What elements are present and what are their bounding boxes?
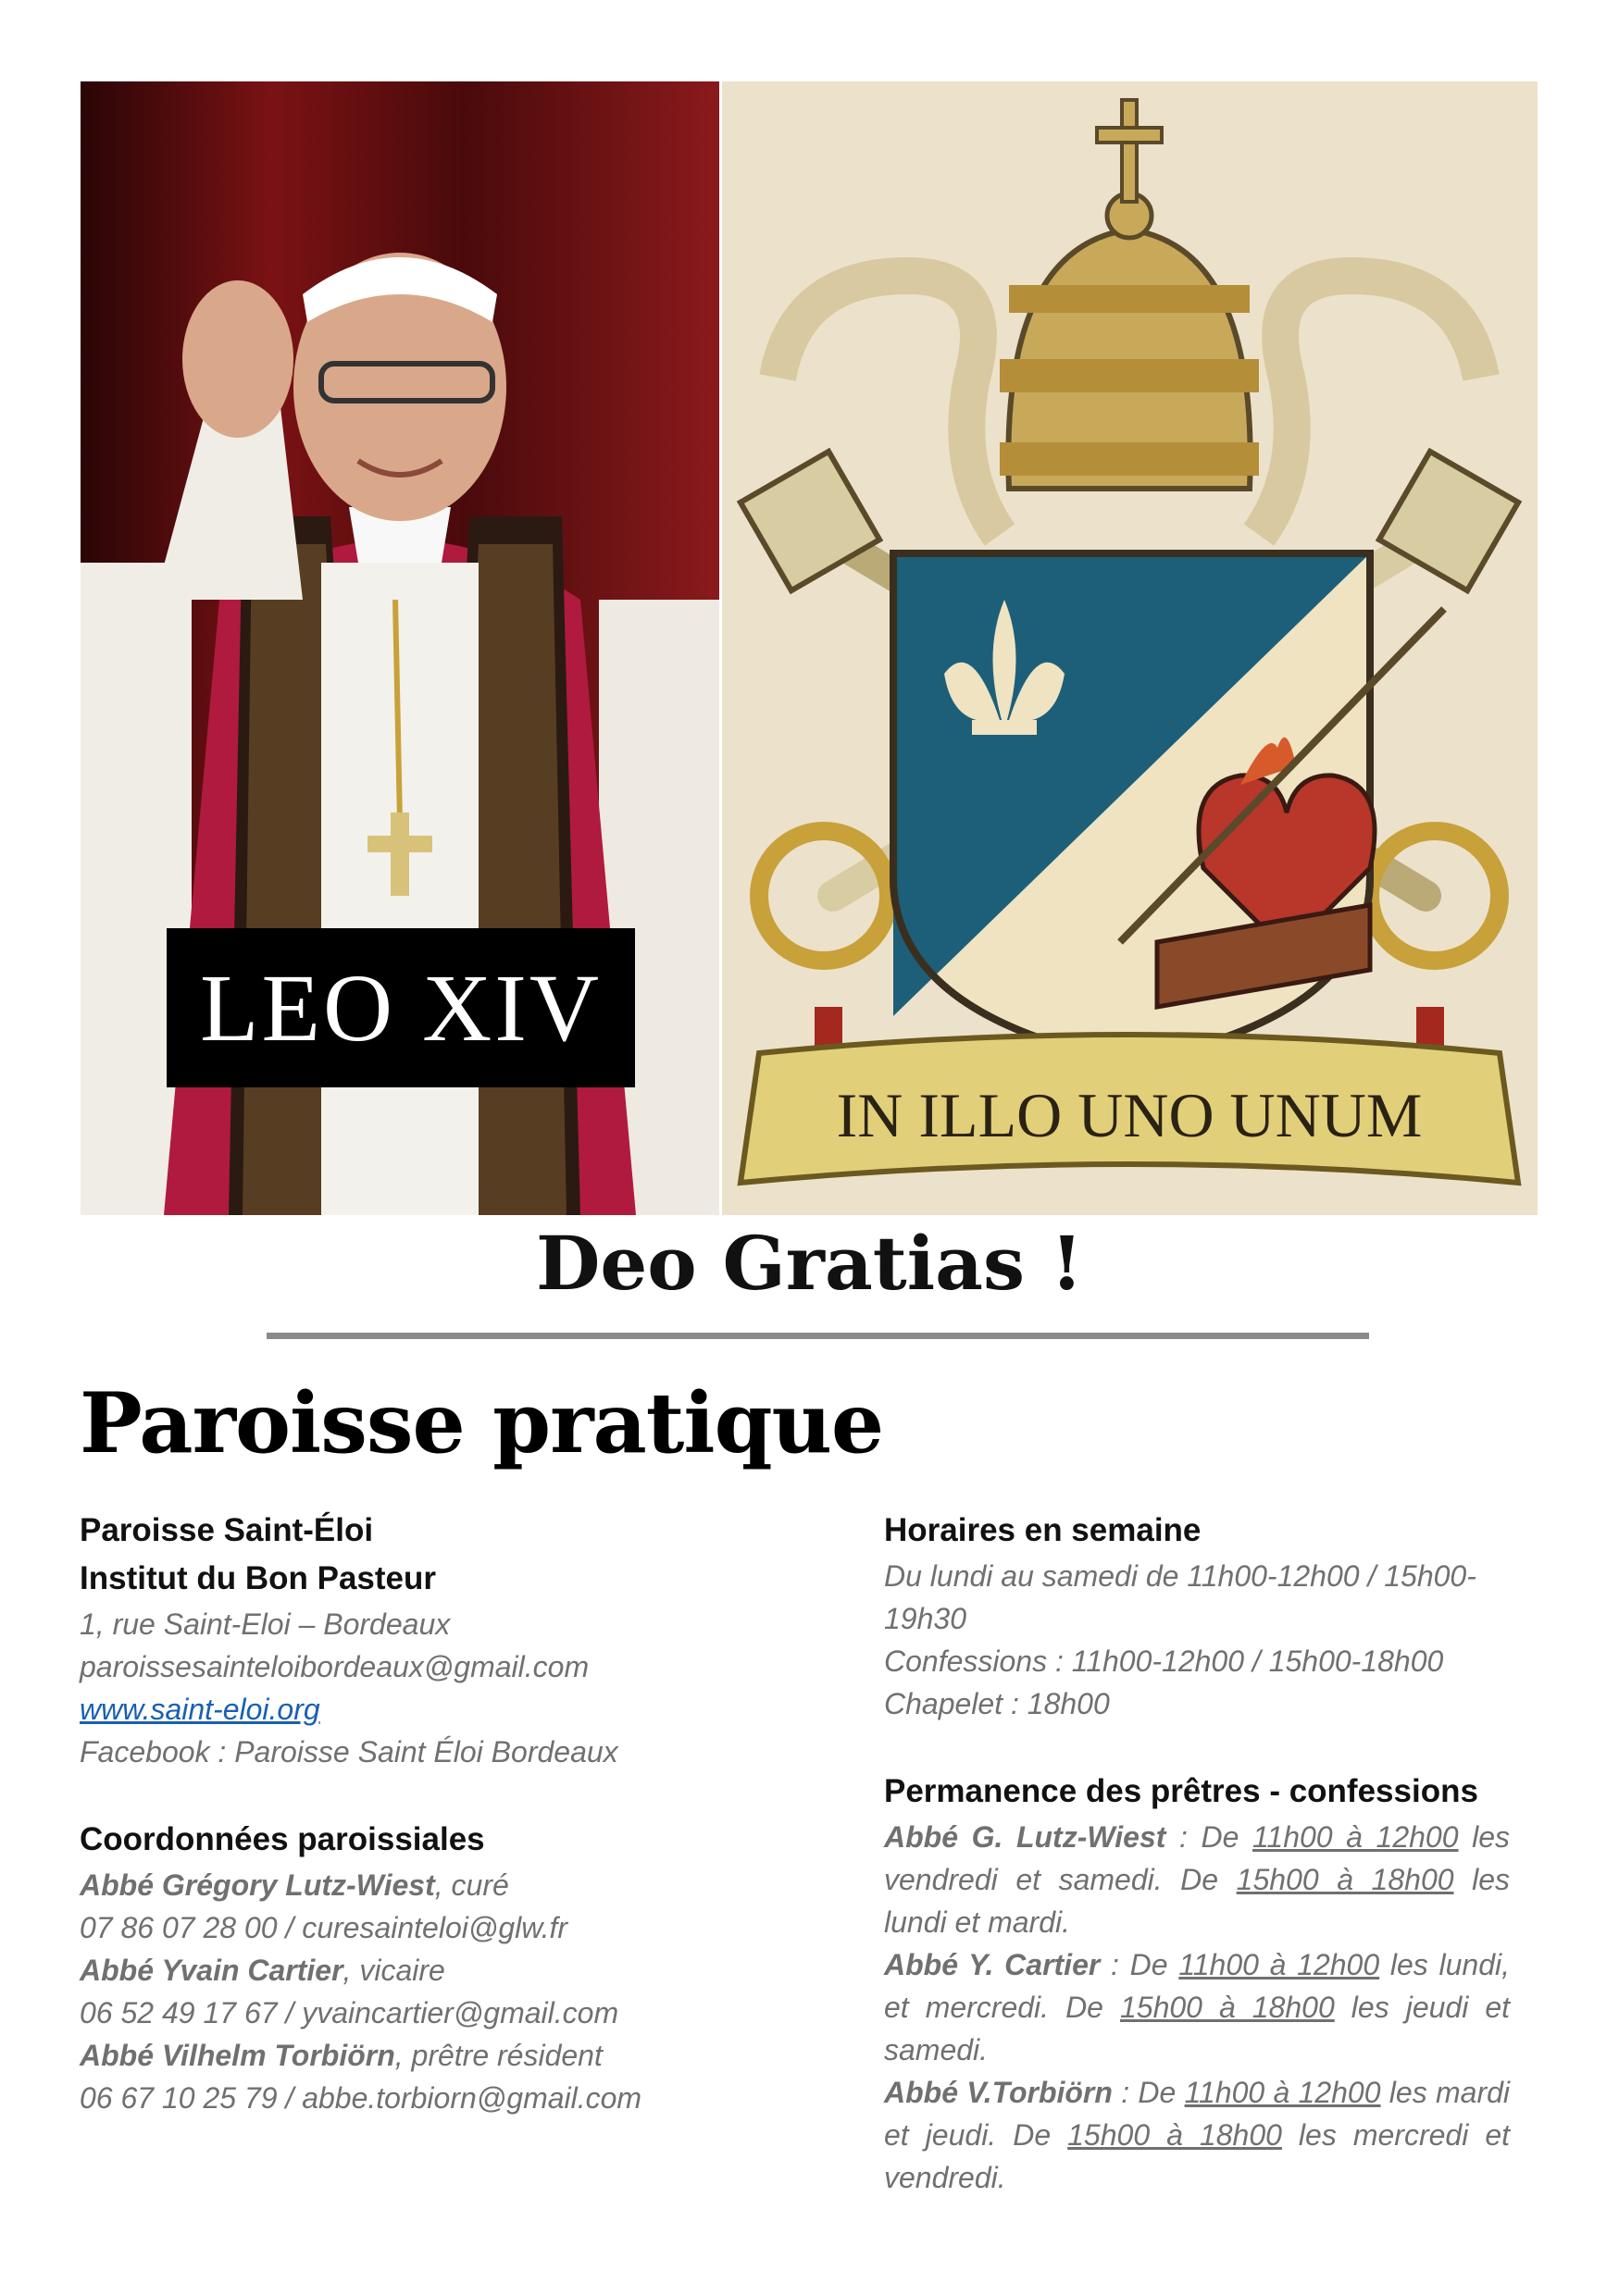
contact-phone-email: 06 67 10 25 79 / abbe.torbiorn@gmail.com: [80, 2081, 642, 2115]
chapelet-hours: Chapelet : 18h00: [884, 1687, 1110, 1720]
caption-box: [167, 928, 635, 1087]
priest-name: Abbé Y. Cartier: [884, 1948, 1101, 1981]
schedule-text: les jeudi et samedi.: [884, 1991, 1511, 2066]
schedule-hours: 15h00 à 18h00: [1236, 1863, 1454, 1896]
right-column: [884, 1507, 1510, 2199]
contact-role: , vicaire: [342, 1954, 445, 1987]
priest-name: Abbé V.Torbiörn: [884, 2076, 1113, 2109]
spacer: [884, 1725, 1510, 1768]
contact-entry: [80, 2034, 820, 2077]
schedule-text: les mercredi et vendredi.: [884, 2118, 1511, 2194]
divider: [267, 1333, 1369, 1339]
contacts-heading: Coordonnées paroissiales: [80, 1821, 485, 1857]
parish-email: paroissesainteloibordeaux@gmail.com: [80, 1650, 590, 1683]
facebook-line: Facebook : Paroisse Saint Éloi Bordeaux: [80, 1735, 618, 1769]
priest-schedule: [884, 2071, 1510, 2199]
weekday-hours: Du lundi au samedi de 11h00-12h00 / 15h00-19h30: [884, 1559, 1476, 1635]
weekday-heading: Horaires en semaine: [884, 1512, 1202, 1548]
contact-entry: [80, 1864, 820, 1906]
coat-of-arms: [722, 81, 1538, 1215]
permanence-heading: Permanence des prêtres - confessions: [884, 1773, 1478, 1809]
schedule-hours: 15h00 à 18h00: [1119, 1991, 1335, 2024]
schedule-text: : De: [1112, 2076, 1185, 2109]
schedule-hours: 11h00 à 12h00: [1184, 2076, 1381, 2109]
contact-name: Abbé Grégory Lutz-Wiest: [80, 1868, 435, 1902]
hero-images: [81, 81, 1538, 1215]
parish-name: Paroisse Saint-Éloi: [80, 1512, 374, 1548]
contact-name: Abbé Yvain Cartier: [80, 1954, 343, 1987]
confessions-hours: Confessions : 11h00-12h00 / 15h00-18h00: [884, 1644, 1444, 1678]
caption-text: LEO XIV: [199, 954, 602, 1061]
institute-name: Institut du Bon Pasteur: [80, 1560, 436, 1596]
section-title: Paroisse pratique: [80, 1374, 884, 1472]
contact-entry: [80, 1949, 820, 1992]
schedule-hours: 15h00 à 18h00: [1067, 2118, 1282, 2152]
priest-schedule: [884, 1943, 1510, 2071]
schedule-text: : De: [1165, 1820, 1252, 1854]
spacer: [80, 1773, 820, 1816]
contact-name: Abbé Vilhelm Torbiörn: [80, 2039, 395, 2072]
contact-phone-email: 06 52 49 17 67 / yvaincartier@gmail.com: [80, 1996, 619, 2029]
schedule-text: les vendredi et samedi. De: [884, 1820, 1511, 1896]
contact-role: , prêtre résident: [394, 2039, 603, 2072]
contact-phone-email: 07 86 07 28 00 / curesainteloi@glw.fr: [80, 1911, 568, 1944]
pope-photo: [81, 81, 719, 1215]
schedule-hours: 11h00 à 12h00: [1178, 1948, 1380, 1981]
schedule-text: les mardi et jeudi. De: [884, 2076, 1510, 2152]
coat-of-arms-illustration: [722, 81, 1538, 1215]
priest-schedule: [884, 1816, 1510, 1943]
banner-title: Deo Gratias !: [536, 1220, 1083, 1307]
website-link[interactable]: www.saint-eloi.org: [80, 1693, 320, 1726]
left-column: [80, 1507, 820, 2119]
schedule-hours: 11h00 à 12h00: [1252, 1820, 1459, 1854]
parish-address: 1, rue Saint-Eloi – Bordeaux: [80, 1607, 451, 1641]
contact-role: , curé: [434, 1868, 509, 1902]
schedule-text: : De: [1100, 1948, 1179, 1981]
motto-text: IN ILLO UNO UNUM: [836, 1080, 1423, 1150]
schedule-text: les lundi, et mercredi. De: [884, 1948, 1511, 2024]
priest-name: Abbé G. Lutz-Wiest: [884, 1820, 1166, 1854]
schedule-text: les lundi et mardi.: [884, 1863, 1510, 1939]
